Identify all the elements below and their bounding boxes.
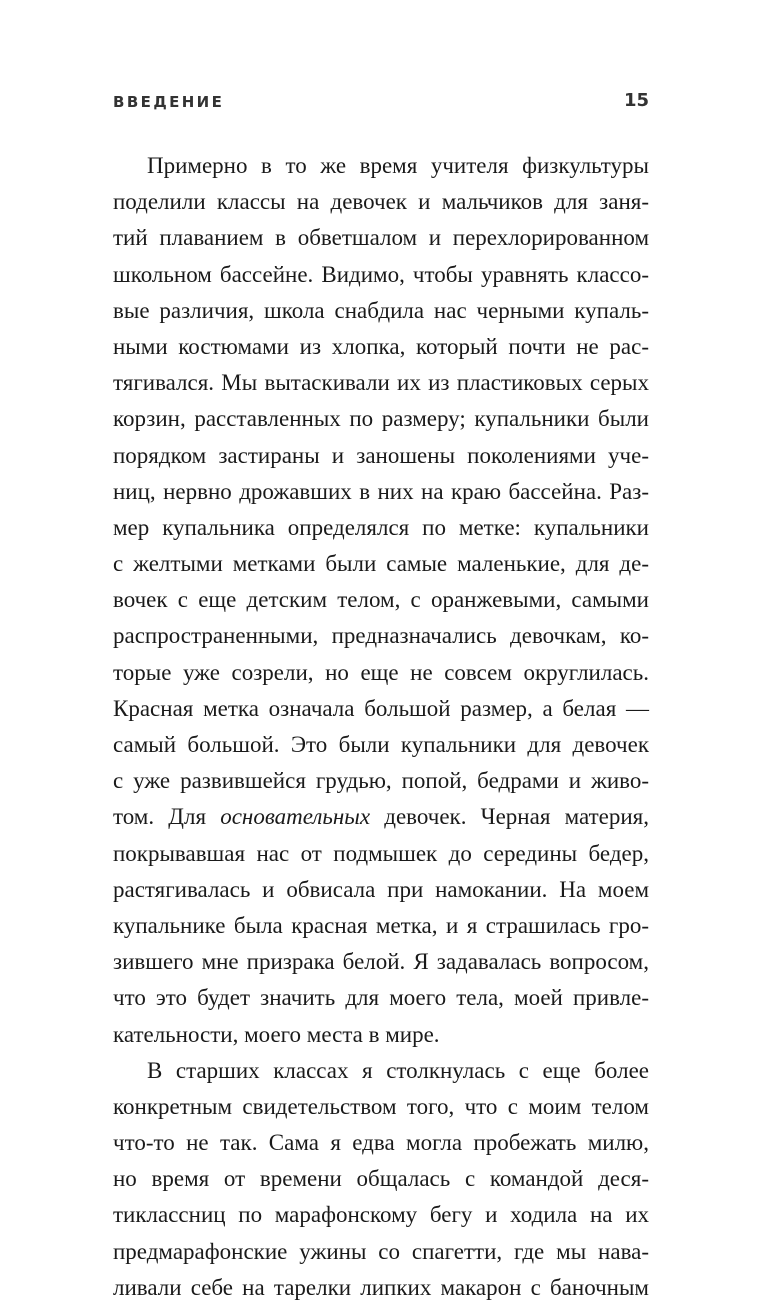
text-line: Примерно в то же время учителя физкультуры <box>147 153 649 178</box>
text-line: с уже развившейся грудью, попой, бедрами и живо- <box>113 768 649 794</box>
emphasis-text: основательных <box>220 804 371 830</box>
text-line: конкретным свидетельством того, что с моим телом <box>113 1093 649 1119</box>
running-head: ВВЕДЕНИЕ <box>113 93 225 111</box>
text-line: предмарафонские ужины со спагетти, где мы нава- <box>113 1238 649 1264</box>
text-line: ливали себе на тарелки липких макарон с баночным <box>113 1274 649 1300</box>
text-line: вые различия, школа снабдила нас черными купаль- <box>113 297 649 323</box>
text-line: торые уже созрели, но еще не совсем округлилась. <box>113 659 649 685</box>
text-line: но время от времени общалась с командой деся- <box>113 1166 649 1192</box>
text-line: вочек с еще детским телом, с оранжевыми, самыми <box>113 587 649 613</box>
text-line: ниц, нервно дрожавших в них на краю бассейна. Раз- <box>113 478 649 504</box>
text-line: что это будет значить для моего тела, моей привле- <box>113 985 649 1011</box>
text-line: самый большой. Это были купальники для девочек <box>113 732 649 757</box>
text-run: том. Для <box>113 804 221 830</box>
text-line: что-то не так. Сама я едва могла пробежать милю, <box>113 1130 649 1156</box>
text-line-with-emphasis <box>113 799 649 835</box>
text-line: тиклассниц по марафонскому бегу и ходила на их <box>113 1202 649 1228</box>
text-line: Красная метка означала большой размер, а белая — <box>113 695 649 721</box>
text-line: зившего мне призрака белой. Я задавалась вопросом, <box>113 949 649 975</box>
text-line: кательности, моего места в мире. <box>113 1021 440 1047</box>
page-number: 15 <box>623 90 649 111</box>
text-line: ными костюмами из хлопка, который почти не рас- <box>113 333 649 359</box>
text-line: тий плаванием в обветшалом и перехлорированном <box>113 225 649 251</box>
text-line: растягивалась и обвисала при намокании. На моем <box>113 876 649 902</box>
text-line: покрывавшая нас от подмышек до середины бедер, <box>113 840 649 866</box>
text-line: купальнике была красная метка, и я страшилась гро- <box>113 912 649 938</box>
body-text <box>113 148 649 1306</box>
text-line: поделили классы на девочек и мальчиков для заня- <box>113 189 649 215</box>
text-run: девочек. Черная материя, <box>370 804 649 830</box>
text-line: тягивался. Мы вытаскивали их из пластиковых серых <box>113 370 649 396</box>
text-line: с желтыми метками были самые маленькие, для де- <box>113 551 649 577</box>
text-line: порядком застираны и заношены поколениями уче- <box>113 442 649 468</box>
text-line: школьном бассейне. Видимо, чтобы уравнять классо- <box>113 261 649 287</box>
text-line: В старших классах я столкнулась с еще более <box>147 1057 649 1083</box>
text-line: распространенными, предназначались девочкам, ко- <box>113 623 649 649</box>
text-line: корзин, расставленных по размеру; купальники были <box>113 406 649 432</box>
text-line: мер купальника определялся по метке: купальники <box>113 514 649 540</box>
